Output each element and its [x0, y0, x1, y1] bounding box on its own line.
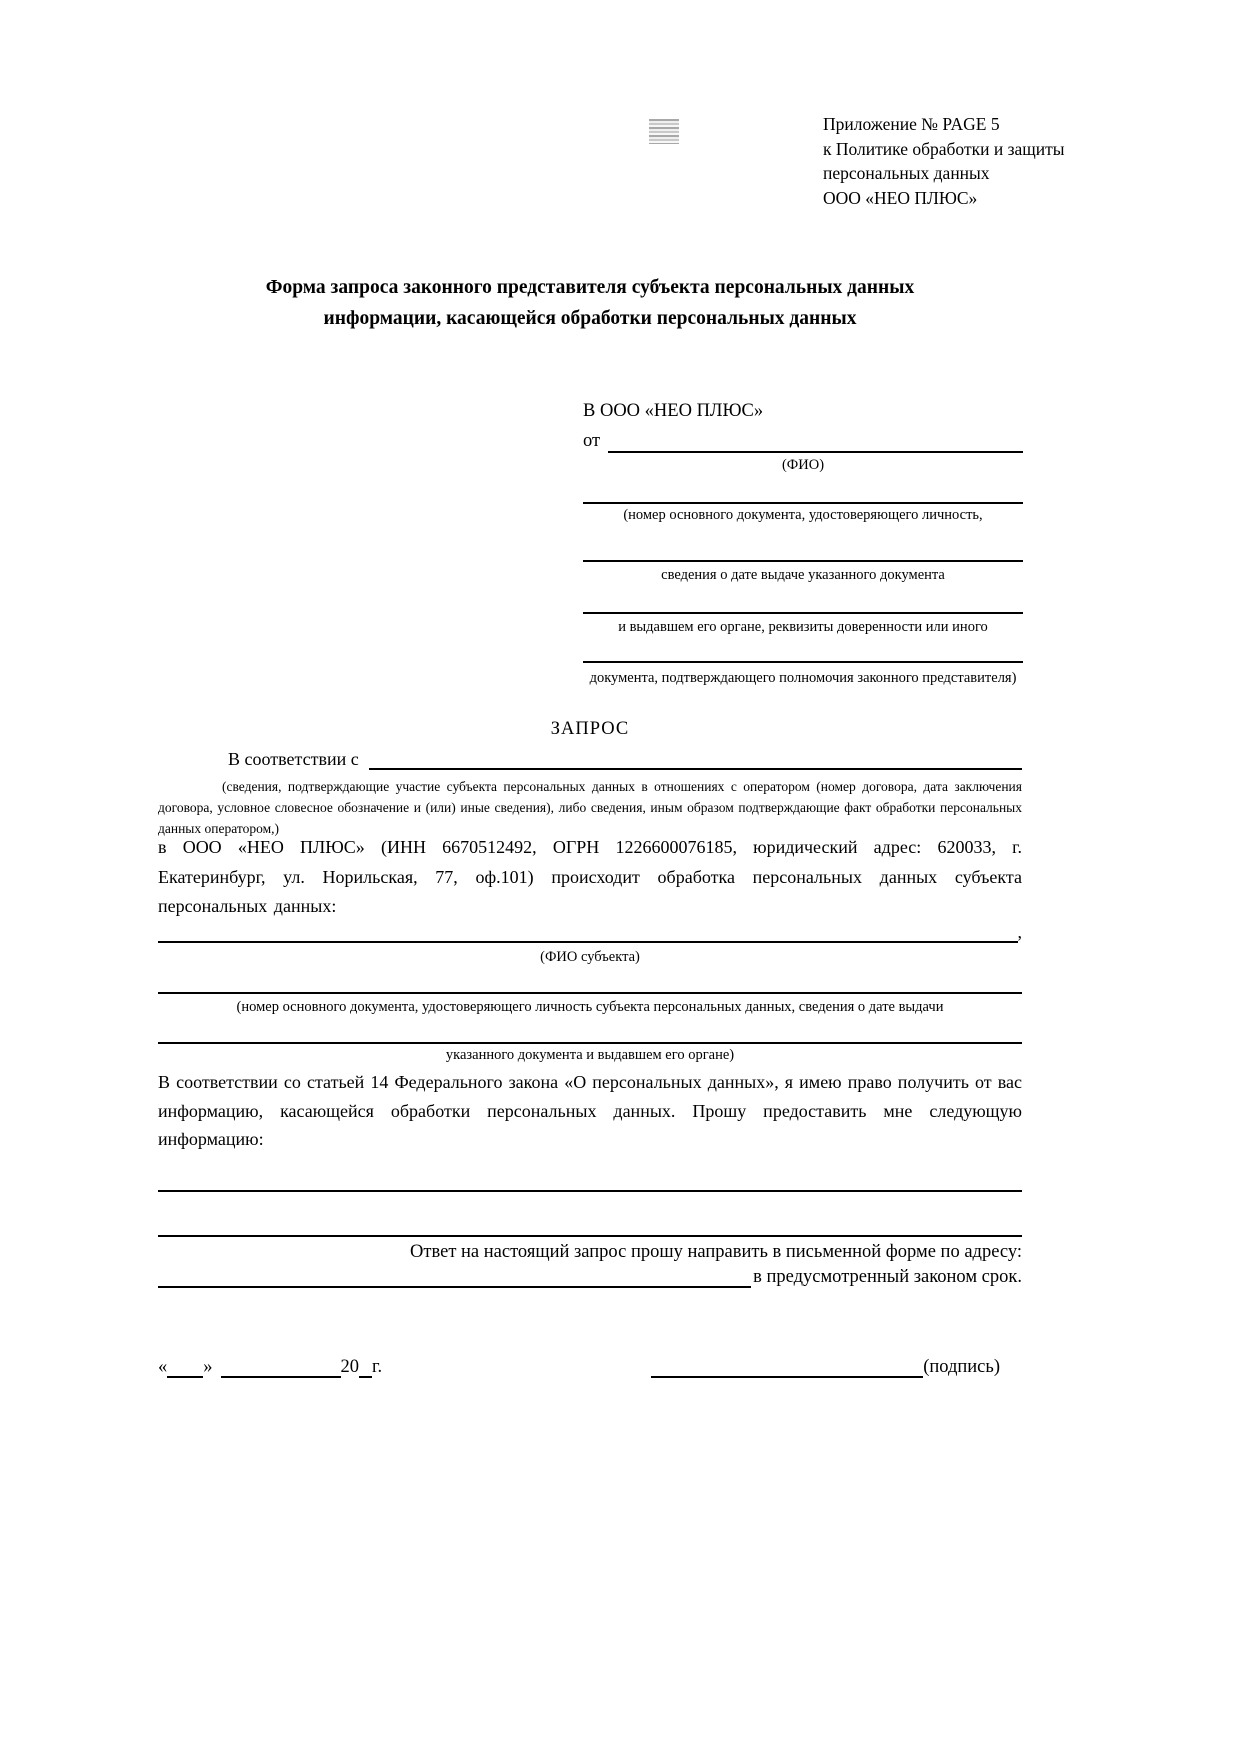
representative-doc-caption: документа, подтверждающего полномочия законного представителя): [589, 670, 1017, 686]
month-fill-line: [221, 1354, 341, 1378]
year-suffix: г.: [372, 1357, 383, 1377]
doc-number-fill-line: [583, 475, 1023, 504]
basis-row: [158, 745, 1022, 770]
recipient-block: [583, 398, 1023, 688]
day-fill-line: [167, 1354, 203, 1378]
gray-stripes-icon: [649, 119, 679, 144]
appendix-header-line: Приложение № PAGE 5: [823, 114, 1000, 134]
year-prefix: 20: [340, 1357, 359, 1377]
subject-fio-fill-line: [158, 919, 1018, 943]
year-fill-line: [359, 1354, 372, 1378]
form-title: [140, 272, 1040, 334]
request-heading: ЗАПРОС: [550, 719, 630, 739]
appendix-header-line: к Политике обработки и защиты: [823, 138, 1065, 159]
issue-date-fill-line: [583, 525, 1023, 562]
subject-doc-fill-line-2: [158, 1020, 1022, 1044]
issuing-authority-fill-line: [583, 585, 1023, 614]
close-quote: »: [203, 1357, 213, 1377]
info-fill-line-1: [158, 1168, 1022, 1192]
doc-number-caption: (номер основного документа, удостоверяющего личность,: [623, 507, 983, 523]
trailing-comma: ,: [1017, 922, 1022, 942]
issuing-authority-caption: и выдавшем его органе, реквизиты доверенности или иного: [618, 619, 988, 635]
reply-instruction: Ответ на настоящий запрос прошу направить в письменной форме по адресу:: [410, 1242, 1022, 1262]
reply-suffix: в предусмотренный законом срок.: [753, 1267, 1022, 1287]
address-fill-line: [158, 1264, 751, 1288]
date-field: [158, 1356, 382, 1378]
signature-caption: (подпись): [923, 1357, 1000, 1377]
form-title-line: Форма запроса законного представителя субъекта персональных данных: [265, 277, 915, 298]
subject-fio-caption: (ФИО субъекта): [540, 949, 640, 965]
basis-fill-line: [369, 744, 1022, 770]
appendix-header: [823, 112, 1065, 210]
fio-caption: (ФИО): [781, 457, 825, 473]
law-paragraph: В соответствии со статьей 14 Федерального закона «О персональных данных», я имею право получить от вас информацию, касающейся обработки персональных данных. Прошу предоставить мне следующую информацию:: [158, 1072, 1022, 1150]
subject-fio-row: [158, 921, 1022, 943]
signature-fill-line: [651, 1354, 923, 1378]
from-label: от: [583, 431, 601, 451]
signature-field: [651, 1356, 1000, 1378]
basis-caption: (сведения, подтверждающие участие субъекта персональных данных в отношениях с оператором (номер договора, дата заключения договора, условное словесное обозначение и (или) иные сведения), либо сведения, иным образом подтверждающие факт обработки персональных данных оператором,): [158, 779, 1022, 836]
representative-doc-fill-line: [583, 637, 1023, 663]
footer-row: [158, 1356, 1022, 1378]
from-row: [583, 428, 1023, 453]
basis-label: В соответствии с: [228, 749, 359, 769]
info-fill-line-2: [158, 1213, 1022, 1237]
subject-doc-caption-2: указанного документа и выдавшем его органе): [445, 1047, 735, 1063]
appendix-header-line: персональных данных: [823, 163, 990, 183]
appendix-header-line: ООО «НЕО ПЛЮС»: [823, 187, 978, 208]
subject-doc-fill-line: [158, 970, 1022, 994]
issue-date-caption: сведения о дате выдаче указанного документа: [661, 567, 945, 583]
fio-fill-line: [608, 427, 1023, 453]
recipient-organization: В ООО «НЕО ПЛЮС»: [583, 401, 764, 421]
form-title-line: информации, касающейся обработки персональных данных: [323, 308, 857, 329]
open-quote: «: [158, 1357, 168, 1377]
reply-address-row: [158, 1266, 1022, 1288]
operator-paragraph: в ООО «НЕО ПЛЮС» (ИНН 6670512492, ОГРН 1226600076185, юридический адрес: 620033, г. Екатеринбург, ул. Норильская, 77, оф.101) происходит обработка персональных данных субъекта персональных данных:: [158, 837, 1022, 916]
subject-doc-caption: (номер основного документа, удостоверяющего личность субъекта персональных данных, сведения о дате выдачи: [236, 999, 944, 1015]
